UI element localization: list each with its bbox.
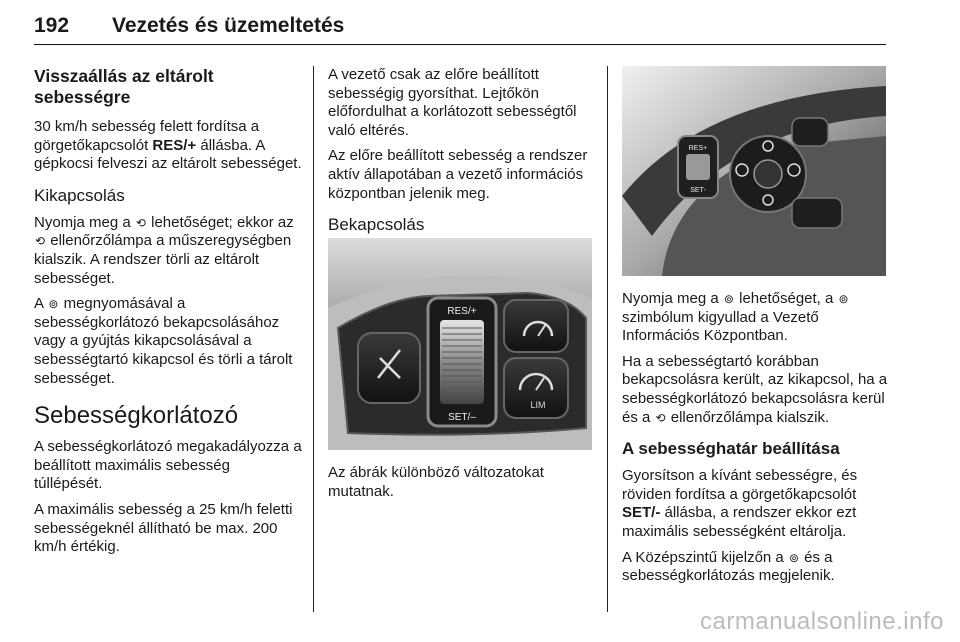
speed-limiter-icon: ⊚ [838,292,849,306]
text: Nyomja meg a [34,213,135,231]
figure-steering-wheel [622,66,886,276]
steering-buttons-illustration [328,238,592,450]
page-header [34,6,886,45]
page-number: 192 [34,14,70,37]
text: lehetőséget; ekkor az [146,213,294,231]
column-divider-1 [313,66,314,612]
heading-on: Bekapcsolás [328,215,425,235]
paragraph-off [34,214,302,288]
text: Nyomja meg a [622,290,723,307]
res-plus-wheel-label: RES+ [688,145,708,152]
heading-speed-limiter: Sebességkorlátozó [34,402,239,430]
text: állásba, a rendszer ekkor ezt maximális sebességként eltárolja. [622,504,857,540]
text: A Középszintű kijelzőn a [622,548,788,566]
paragraph-driver-limit: A vezető csak az előre beállított sebességig gyorsíthat. Lejtőkön előfordulhat a korlátozott sebességtől való eltérés. [328,66,577,139]
res-plus-label: RES/+ [152,136,197,154]
paragraph-off-2 [34,295,302,388]
figure-caption-block [328,464,596,508]
text: szimbólum kigyullad a Vezető Információs Központban. [622,308,819,345]
cruise-control-icon: ⟲ [35,234,46,249]
text: lehetőséget, a [734,290,838,307]
watermark: carmanualsonline.info [700,608,944,635]
lim-button-label: LIM [530,400,546,410]
paragraph-display: Az előre beállított sebesség a rendszer aktív állapotában a vezető információs központban jelenik meg. [328,147,588,202]
cruise-control-icon: ⟲ [655,410,666,425]
speed-limiter-icon: ⊚ [723,292,734,306]
column-3 [622,290,890,593]
text: ellenőrzőlámpa kialszik. [666,408,830,426]
heading-restore-speed: Visszaállás az eltárolt sebességre [34,66,214,107]
text: Ha a sebességtartó korábban bekapcsolásra került, az kikapcsol, ha a sebességkorlátozó bekapcsolásra kerül és a [622,352,888,426]
figure-caption: Az ábrák különböző változatokat mutatnak. [328,464,544,500]
column-1 [34,66,302,564]
text: ellenőrzőlámpa a műszeregységben kialszik. A rendszer törli az eltárolt sebességet. [34,232,292,287]
text: 30 km/h sebesség felett fordítsa a görgetőkapcsolót [34,118,260,154]
steering-wheel-illustration [622,66,886,276]
paragraph-set-limit [622,467,890,541]
paragraph-display-level [622,549,890,586]
text: és a sebességkorlátozás megjelenik. [622,548,835,585]
page-title: Vezetés és üzemeltetés [112,14,345,37]
paragraph-cruise-switch [622,353,890,427]
column-2 [328,66,596,243]
speed-limiter-icon: ⊚ [788,550,799,565]
figure-steering-buttons [328,238,592,450]
text: Gyorsítson a kívánt sebességre, és röviden fordítsa a görgetőkapcsolót [622,467,858,503]
column-divider-2 [607,66,608,612]
text: állásba. A gépkocsi felveszi az eltárolt sebességet. [34,136,302,173]
paragraph-press-limiter [622,290,890,346]
text: A [34,295,48,313]
text: megnyomásával a sebességkorlátozó bekapcsolásához vagy a gyújtás kikapcsolásával a sebességtartó kikapcsol és törli a tárolt sebességet. [34,295,293,387]
cruise-control-icon: ⟲ [135,215,146,230]
set-minus-label: SET/- [622,504,661,522]
paragraph-limiter-2: A maximális sebesség a 25 km/h feletti sebességeknél állítható be max. 200 km/h értékig. [34,500,293,556]
heading-set-limit: A sebességhatár beállítása [622,439,840,459]
speed-limiter-icon: ⊚ [48,297,59,312]
set-minus-wheel-label: SET- [690,187,706,194]
res-plus-button-label: RES/+ [447,306,477,317]
paragraph-limiter-1: A sebességkorlátozó megakadályozza a beállított maximális sebesség túllépését. [34,438,302,493]
heading-off: Kikapcsolás [34,185,125,205]
paragraph-restore [34,118,302,174]
set-minus-button-label: SET/– [448,412,476,423]
